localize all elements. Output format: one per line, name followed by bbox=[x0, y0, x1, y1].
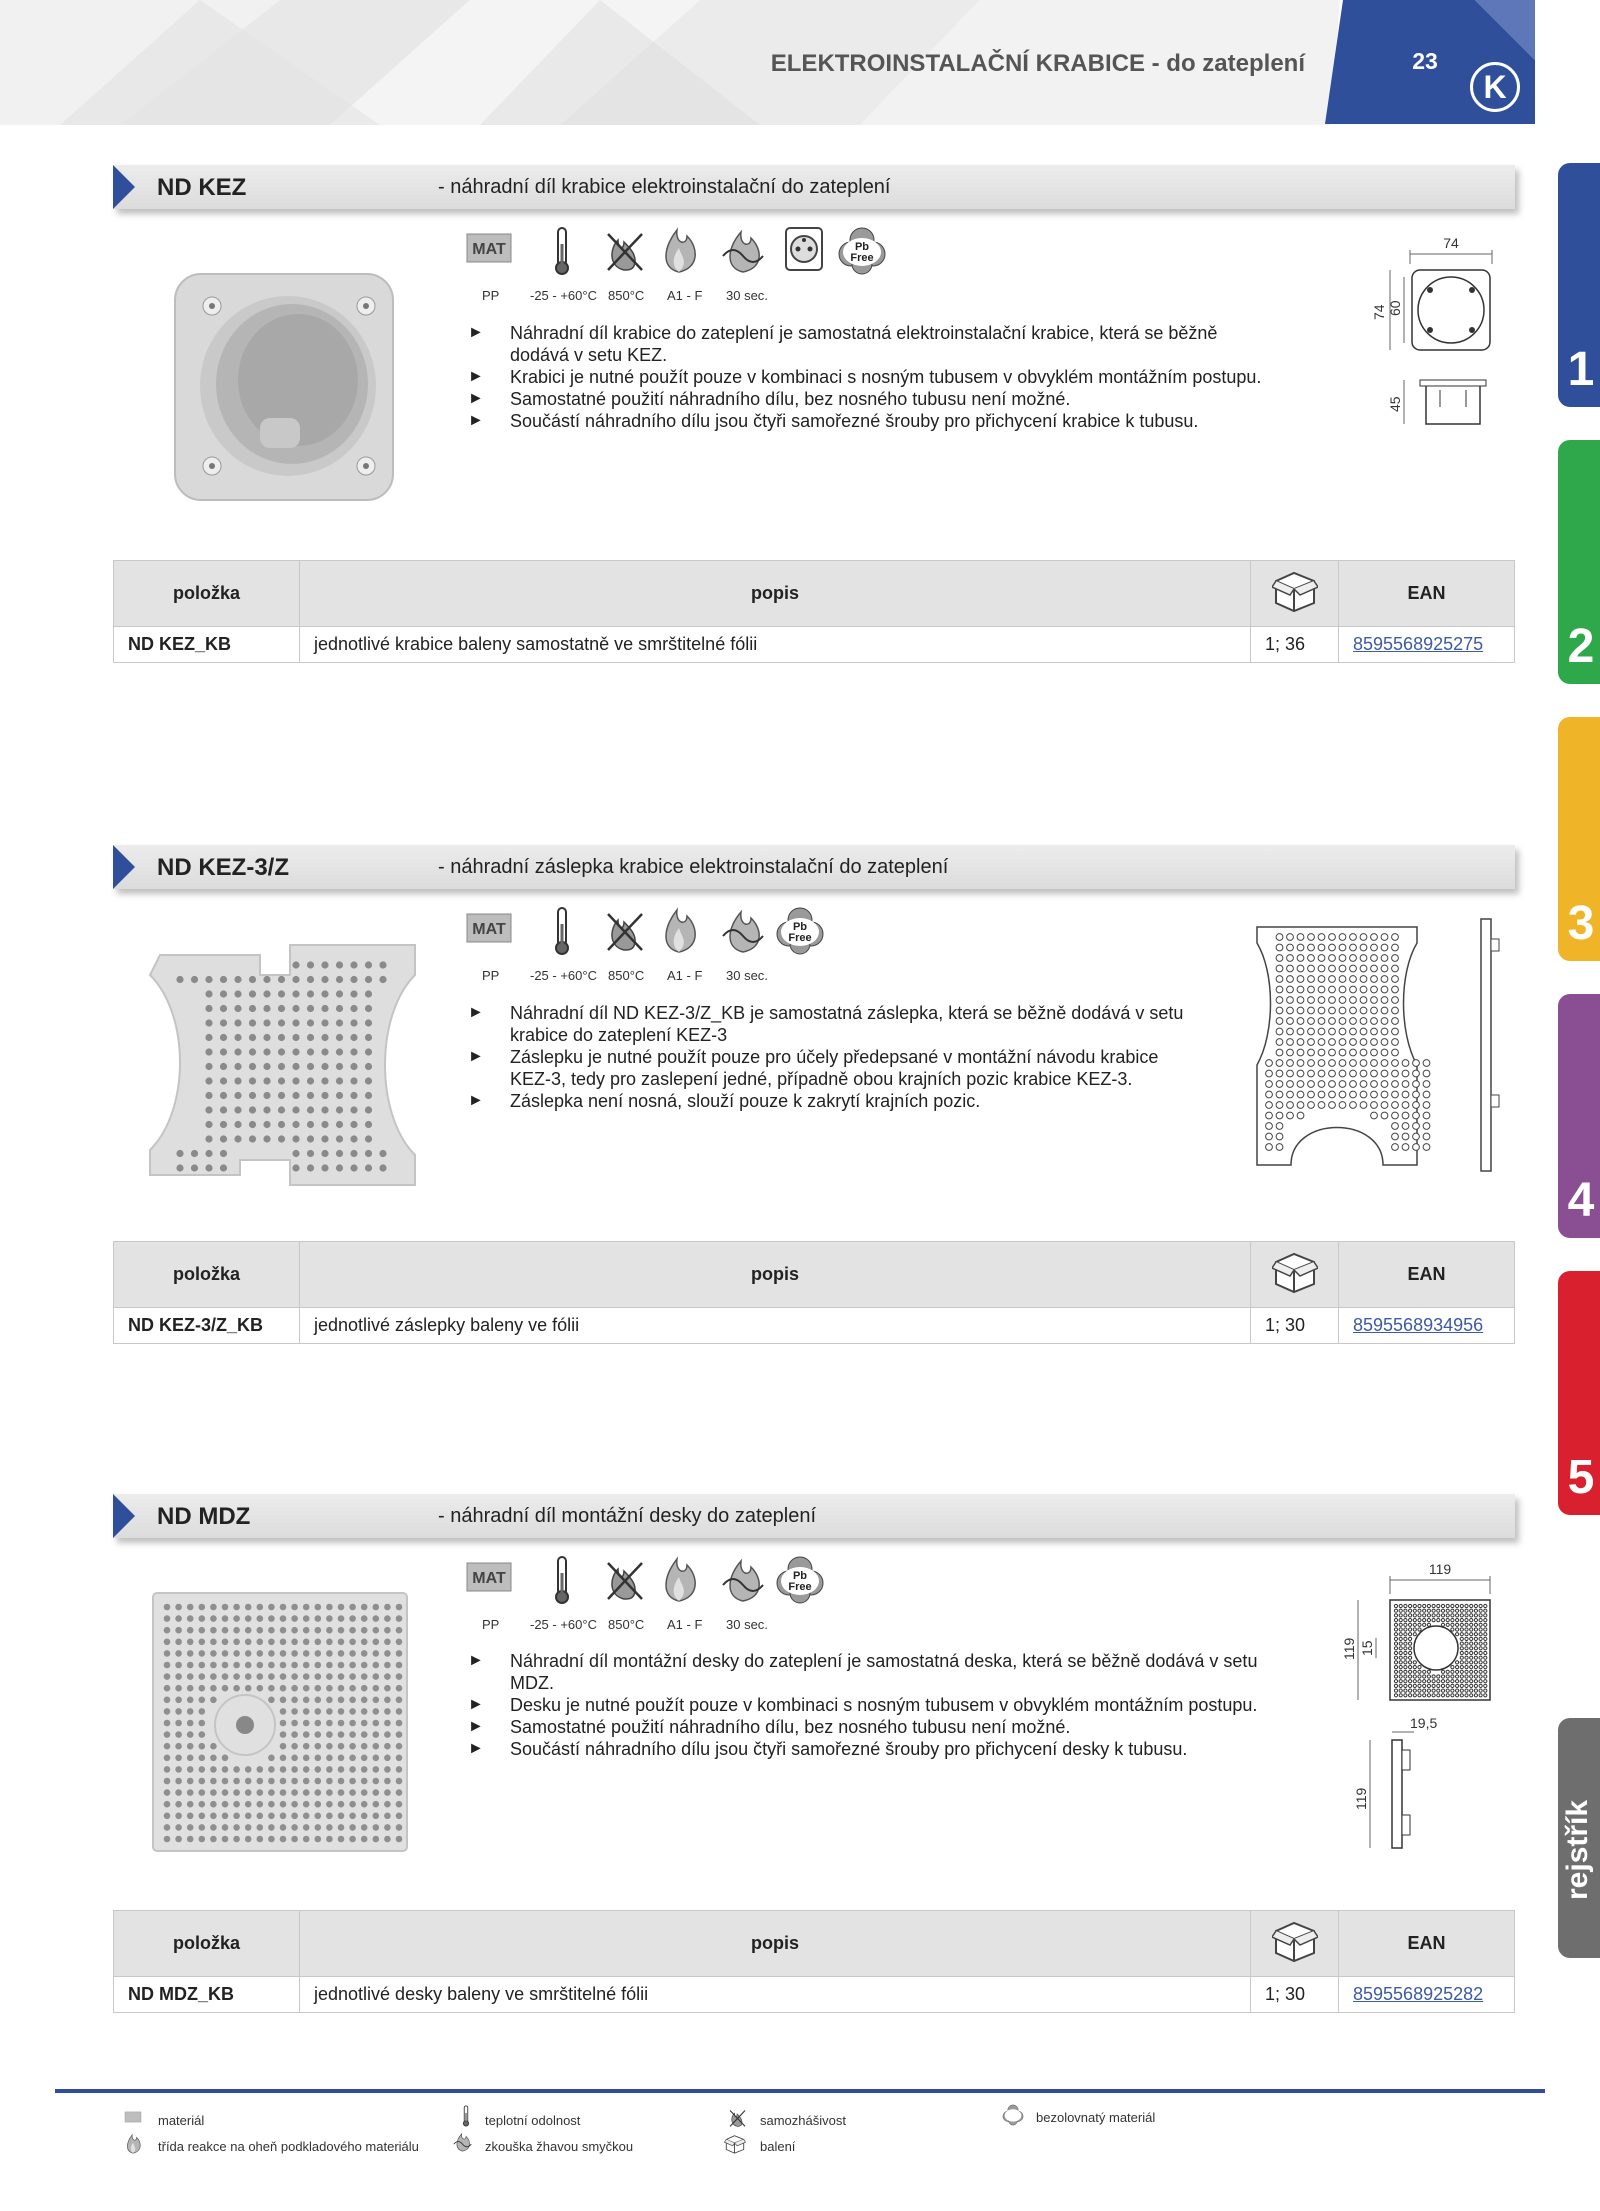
legend-item-self-extinguish: samozhášivost bbox=[760, 2113, 846, 2128]
thermometer-icon bbox=[550, 1555, 574, 1605]
feature-list bbox=[468, 1650, 1288, 1760]
property-icons bbox=[466, 906, 906, 956]
feature-item: ► Samostatné použití náhradního dílu, bez nosného tubusu není možné. bbox=[468, 1716, 1288, 1738]
ean-link[interactable]: 8595568925282 bbox=[1353, 1984, 1484, 2004]
product-table bbox=[113, 560, 1515, 663]
box-icon bbox=[1251, 1242, 1339, 1308]
pb-free-icon bbox=[776, 1555, 824, 1605]
svg-text:74: 74 bbox=[1371, 304, 1387, 320]
svg-text:74: 74 bbox=[1443, 235, 1459, 251]
technical-drawing-mounting-plate bbox=[1330, 1560, 1510, 1860]
legend-item-material: materiál bbox=[158, 2113, 204, 2128]
side-tab-1[interactable]: 1 bbox=[1558, 163, 1600, 407]
svg-text:Pb: Pb bbox=[792, 1570, 808, 1582]
section-header-nd-mdz bbox=[113, 1494, 1515, 1538]
legend-item-fire-class: třída reakce na oheň podkladového materiálu bbox=[158, 2139, 419, 2154]
flame-icon bbox=[659, 226, 703, 276]
item-packaging: 1; 36 bbox=[1251, 627, 1339, 663]
column-header-ean: EAN bbox=[1339, 561, 1515, 627]
page-number: 23 bbox=[1412, 48, 1438, 74]
feature-item: ► Součástí náhradního dílu jsou čtyři samořezné šrouby pro přichycení desky k tubusu. bbox=[468, 1738, 1288, 1760]
thermometer-icon bbox=[459, 2105, 473, 2127]
svg-text:15: 15 bbox=[1359, 1640, 1375, 1656]
table-row bbox=[114, 627, 1515, 663]
self-extinguish-icon bbox=[604, 1555, 648, 1605]
side-tab-4[interactable]: 4 bbox=[1558, 994, 1600, 1238]
svg-text:MAT: MAT bbox=[472, 921, 506, 938]
section-header-nd-kez-3z bbox=[113, 845, 1515, 889]
column-header-item: položka bbox=[114, 1242, 300, 1308]
svg-text:Free: Free bbox=[850, 252, 874, 264]
svg-text:MAT: MAT bbox=[472, 241, 506, 258]
feature-item: ► Samostatné použití náhradního dílu, bez nosného tubusu není možné. bbox=[468, 388, 1268, 410]
column-header-description: popis bbox=[300, 1242, 1251, 1308]
svg-text:Free: Free bbox=[788, 932, 812, 944]
svg-text:45: 45 bbox=[1387, 396, 1403, 412]
section-description: - náhradní díl krabice elektroinstalační do zateplení bbox=[438, 176, 891, 198]
mat-icon bbox=[466, 906, 512, 956]
table-row bbox=[114, 1977, 1515, 2013]
item-description: jednotlivé desky baleny ve smrštitelné fólii bbox=[300, 1977, 1251, 2013]
column-header-ean: EAN bbox=[1339, 1911, 1515, 1977]
feature-item: ► Krabici je nutné použít pouze v kombinaci s nosným tubusem v obvyklém montážním postupu. bbox=[468, 366, 1268, 388]
mat-icon bbox=[466, 1555, 512, 1605]
side-tab-index-label: rejstřík bbox=[1561, 1799, 1594, 1901]
legend-item-lead-free: bezolovnatý materiál bbox=[1036, 2110, 1155, 2125]
glow-wire-icon bbox=[453, 2131, 473, 2153]
item-packaging: 1; 30 bbox=[1251, 1308, 1339, 1344]
svg-text:MAT: MAT bbox=[472, 1570, 506, 1587]
legend-divider bbox=[55, 2089, 1545, 2093]
svg-text:60: 60 bbox=[1387, 300, 1403, 316]
item-code: ND MDZ_KB bbox=[114, 1977, 300, 2013]
feature-item: ► Záslepka není nosná, slouží pouze k zakrytí krajních pozic. bbox=[468, 1090, 1198, 1112]
ean-link[interactable]: 8595568925275 bbox=[1353, 634, 1484, 654]
self-extinguish-icon bbox=[604, 906, 648, 956]
product-photo-mounting-plate bbox=[145, 1585, 415, 1860]
flame-icon bbox=[124, 2133, 144, 2155]
item-packaging: 1; 30 bbox=[1251, 1977, 1339, 2013]
pb-free-icon bbox=[838, 226, 886, 276]
flame-icon bbox=[659, 1555, 703, 1605]
flame-icon bbox=[659, 906, 703, 956]
feature-item: ► Náhradní díl ND KEZ-3/Z_KB je samostatná záslepka, která se běžně dodává v setu krabice do zateplení KEZ-3 bbox=[468, 1002, 1198, 1046]
property-icons bbox=[466, 1555, 906, 1605]
ean-link[interactable]: 8595568934956 bbox=[1353, 1315, 1484, 1335]
feature-item: ► Záslepku je nutné použít pouze pro účely předepsané v montážní návodu krabice KEZ-3, tedy pro zaslepení jedné, případně obou krajních pozic krabice KEZ-3. bbox=[468, 1046, 1198, 1090]
column-header-description: popis bbox=[300, 1911, 1251, 1977]
product-table bbox=[113, 1241, 1515, 1344]
side-tab-3[interactable]: 3 bbox=[1558, 717, 1600, 961]
property-icons bbox=[466, 226, 906, 276]
product-photo-blank-plate bbox=[140, 935, 425, 1195]
column-header-item: položka bbox=[114, 1911, 300, 1977]
technical-drawing-blank-plate bbox=[1235, 915, 1515, 1175]
product-table bbox=[113, 1910, 1515, 2013]
legend-item-glow-wire: zkouška žhavou smyčkou bbox=[485, 2139, 633, 2154]
section-description: - náhradní záslepka krabice elektroinstalační do zateplení bbox=[438, 856, 949, 878]
svg-text:Free: Free bbox=[788, 1581, 812, 1593]
section-header-nd-kez bbox=[113, 165, 1515, 209]
thermometer-icon bbox=[550, 226, 574, 276]
column-header-ean: EAN bbox=[1339, 1242, 1515, 1308]
box-icon bbox=[724, 2133, 746, 2155]
legend-item-packaging: balení bbox=[760, 2139, 795, 2154]
product-photo-box bbox=[170, 268, 400, 508]
feature-item: ► Desku je nutné použít pouze v kombinaci s nosným tubusem v obvyklém montážním postupu. bbox=[468, 1694, 1288, 1716]
glow-wire-icon bbox=[721, 906, 767, 956]
svg-text:19,5: 19,5 bbox=[1410, 1715, 1438, 1731]
feature-list bbox=[468, 322, 1268, 432]
side-tab-5[interactable]: 5 bbox=[1558, 1271, 1600, 1515]
technical-drawing-box bbox=[1340, 232, 1500, 432]
section-description: - náhradní díl montážní desky do zateplení bbox=[438, 1505, 817, 1527]
feature-item: ► Náhradní díl krabice do zateplení je samostatná elektroinstalační krabice, která se běžně dodává v setu KEZ. bbox=[468, 322, 1268, 366]
glow-wire-icon bbox=[721, 1555, 767, 1605]
column-header-description: popis bbox=[300, 561, 1251, 627]
section-code: ND MDZ bbox=[157, 1503, 251, 1530]
svg-text:119: 119 bbox=[1428, 1561, 1452, 1577]
company-logo-icon: K bbox=[1470, 62, 1520, 112]
glow-wire-icon bbox=[721, 226, 767, 276]
self-extinguish-icon bbox=[604, 226, 648, 276]
section-code: ND KEZ-3/Z bbox=[157, 854, 289, 881]
item-description: jednotlivé záslepky baleny ve fólii bbox=[300, 1308, 1251, 1344]
feature-item: ► Náhradní díl montážní desky do zateplení je samostatná deska, která se běžně dodává v setu MDZ. bbox=[468, 1650, 1288, 1694]
page-header-title: ELEKTROINSTALAČNÍ KRABICE - do zateplení bbox=[770, 50, 1305, 77]
svg-text:119: 119 bbox=[1341, 1637, 1357, 1660]
column-header-item: položka bbox=[114, 561, 300, 627]
svg-text:Pb: Pb bbox=[854, 241, 870, 253]
section-code: ND KEZ bbox=[157, 174, 247, 201]
thermometer-icon bbox=[550, 906, 574, 956]
table-row bbox=[114, 1308, 1515, 1344]
self-extinguish-icon bbox=[728, 2107, 748, 2129]
side-tab-2[interactable]: 2 bbox=[1558, 440, 1600, 684]
item-code: ND KEZ_KB bbox=[114, 627, 300, 663]
pb-free-icon bbox=[776, 906, 824, 956]
item-code: ND KEZ-3/Z_KB bbox=[114, 1308, 300, 1344]
socket-icon bbox=[784, 226, 824, 274]
svg-text:119: 119 bbox=[1353, 1787, 1369, 1810]
feature-list bbox=[468, 1002, 1198, 1112]
feature-item: ► Součástí náhradního dílu jsou čtyři samořezné šrouby pro přichycení krabice k tubusu. bbox=[468, 410, 1268, 432]
pb-free-icon bbox=[1002, 2104, 1024, 2126]
mat-icon bbox=[122, 2109, 144, 2125]
mat-icon bbox=[466, 226, 512, 276]
box-icon bbox=[1251, 1911, 1339, 1977]
box-icon bbox=[1251, 561, 1339, 627]
legend-item-temperature: teplotní odolnost bbox=[485, 2113, 580, 2128]
svg-text:Pb: Pb bbox=[792, 921, 808, 933]
item-description: jednotlivé krabice baleny samostatně ve smrštitelné fólii bbox=[300, 627, 1251, 663]
